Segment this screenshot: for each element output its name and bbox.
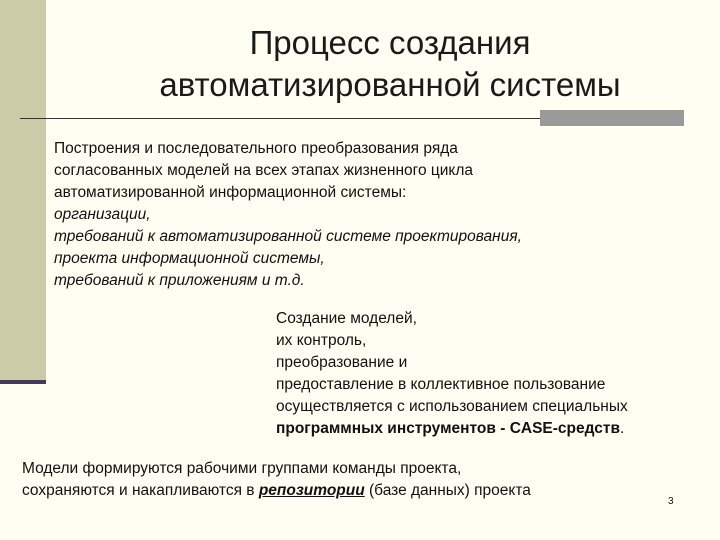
text-line: их контроль, bbox=[276, 332, 367, 349]
paragraph-model-construction bbox=[54, 138, 654, 292]
period: . bbox=[620, 420, 625, 437]
text-line: Построения и последовательного преобразования ряда bbox=[54, 140, 458, 157]
text-line: согласованных моделей на всех этапах жизненного цикла bbox=[54, 162, 474, 179]
title-divider-block bbox=[540, 110, 684, 126]
slide-title bbox=[80, 22, 700, 106]
italic-line: требований к приложениям и т.д. bbox=[54, 272, 305, 289]
page-number: 3 bbox=[668, 496, 674, 507]
text-line: Модели формируются рабочими группами команды проекта, bbox=[22, 460, 462, 477]
paragraph-repository bbox=[22, 458, 662, 502]
sidebar-bar bbox=[0, 0, 46, 384]
text-segment: (базе данных) проекта bbox=[364, 482, 531, 499]
italic-line: организации, bbox=[54, 206, 151, 223]
text-line: осуществляется с использованием специальных bbox=[276, 398, 628, 415]
italic-line: проекта информационной системы, bbox=[54, 250, 325, 267]
title-line-2: автоматизированной системы bbox=[159, 66, 621, 103]
text-line-bold bbox=[276, 418, 706, 440]
text-line: Создание моделей, bbox=[276, 310, 417, 327]
text-line: автоматизированной информационной системы: bbox=[54, 184, 407, 201]
text-line: предоставление в коллективное пользование bbox=[276, 376, 606, 393]
case-tools-term: программных инструментов - CASE-средств bbox=[276, 420, 620, 437]
repository-term: репозитории bbox=[258, 482, 365, 499]
text-line bbox=[22, 480, 662, 502]
italic-line: требований к автоматизированной системе проектирования, bbox=[54, 228, 522, 245]
sidebar-accent-line bbox=[0, 380, 46, 384]
title-divider bbox=[20, 118, 540, 119]
paragraph-case-tools bbox=[276, 308, 706, 440]
text-line: преобразование и bbox=[276, 354, 408, 371]
title-line-1: Процесс создания bbox=[249, 24, 531, 61]
text-segment: сохраняются и накапливаются в bbox=[22, 482, 259, 499]
